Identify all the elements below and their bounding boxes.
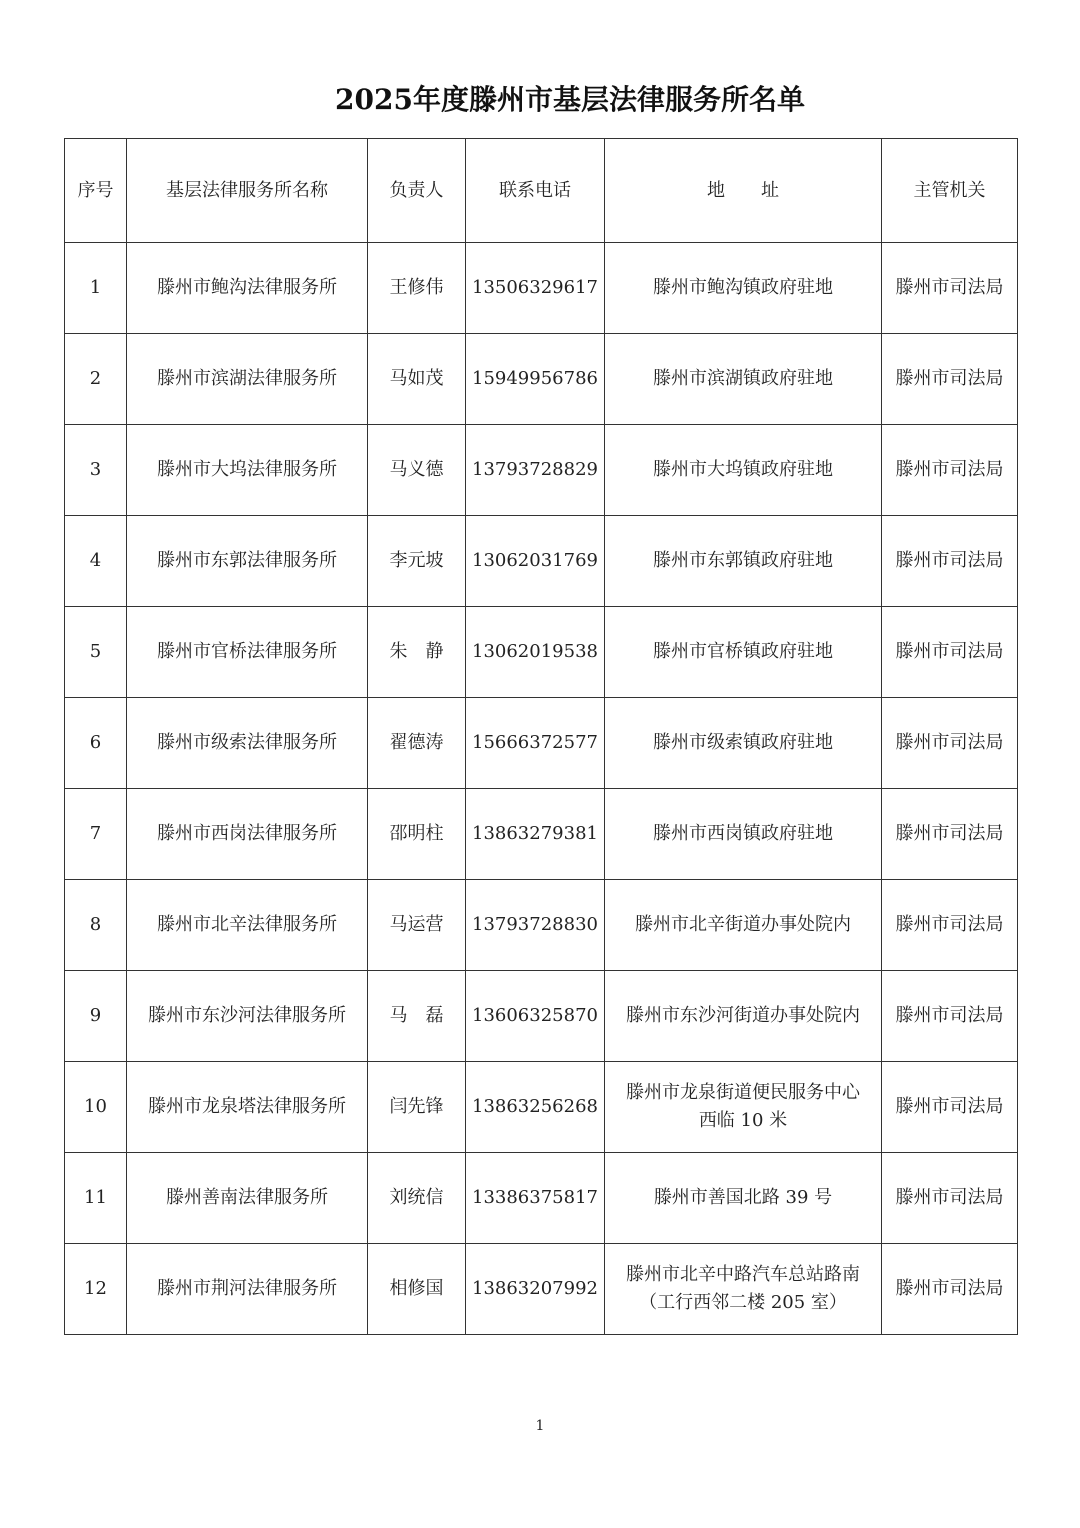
cell-no: 5 xyxy=(65,607,127,698)
cell-authority: 滕州市司法局 xyxy=(882,789,1018,880)
address-line: 滕州市滨湖镇政府驻地 xyxy=(653,368,833,389)
table-header-row xyxy=(65,139,1018,243)
table-row xyxy=(65,243,1018,334)
cell-address xyxy=(605,243,882,334)
address-line: 滕州市北辛中路汽车总站路南 xyxy=(626,1264,860,1285)
table-row xyxy=(65,1062,1018,1153)
cell-name: 滕州市滨湖法律服务所 xyxy=(127,334,368,425)
header-authority: 主管机关 xyxy=(882,139,1018,243)
cell-name: 滕州市荆河法律服务所 xyxy=(127,1244,368,1335)
cell-phone: 13863256268 xyxy=(466,1062,605,1153)
cell-name: 滕州市西岗法律服务所 xyxy=(127,789,368,880)
table-row xyxy=(65,607,1018,698)
cell-phone: 13506329617 xyxy=(466,243,605,334)
cell-address xyxy=(605,880,882,971)
cell-address xyxy=(605,1062,882,1153)
table-row xyxy=(65,698,1018,789)
cell-authority: 滕州市司法局 xyxy=(882,1244,1018,1335)
cell-no: 11 xyxy=(65,1153,127,1244)
cell-name: 滕州市大坞法律服务所 xyxy=(127,425,368,516)
cell-name: 滕州市鲍沟法律服务所 xyxy=(127,243,368,334)
address-line: 滕州市级索镇政府驻地 xyxy=(653,732,833,753)
cell-name: 滕州市龙泉塔法律服务所 xyxy=(127,1062,368,1153)
cell-no: 8 xyxy=(65,880,127,971)
cell-address xyxy=(605,971,882,1062)
address-line: （工行西邻二楼 205 室） xyxy=(639,1292,847,1313)
cell-no: 12 xyxy=(65,1244,127,1335)
cell-name: 滕州市官桥法律服务所 xyxy=(127,607,368,698)
cell-no: 4 xyxy=(65,516,127,607)
cell-head: 刘统信 xyxy=(368,1153,466,1244)
header-no: 序号 xyxy=(65,139,127,243)
cell-phone: 13793728829 xyxy=(466,425,605,516)
header-head: 负责人 xyxy=(368,139,466,243)
table-row xyxy=(65,1153,1018,1244)
cell-phone: 13793728830 xyxy=(466,880,605,971)
cell-address xyxy=(605,425,882,516)
header-address: 地 址 xyxy=(605,139,882,243)
cell-address xyxy=(605,607,882,698)
address-line: 滕州市善国北路 39 号 xyxy=(653,1187,833,1208)
table-row xyxy=(65,1244,1018,1335)
cell-authority: 滕州市司法局 xyxy=(882,698,1018,789)
cell-head: 朱 静 xyxy=(368,607,466,698)
cell-head: 相修国 xyxy=(368,1244,466,1335)
cell-head: 翟德涛 xyxy=(368,698,466,789)
cell-head: 马义德 xyxy=(368,425,466,516)
address-line: 滕州市鲍沟镇政府驻地 xyxy=(653,277,833,298)
cell-head: 李元坡 xyxy=(368,516,466,607)
cell-head: 马运营 xyxy=(368,880,466,971)
header-name: 基层法律服务所名称 xyxy=(127,139,368,243)
document-title: 2025年度滕州市基层法律服务所名单 xyxy=(335,83,805,116)
cell-authority: 滕州市司法局 xyxy=(882,425,1018,516)
table-row xyxy=(65,880,1018,971)
cell-no: 2 xyxy=(65,334,127,425)
cell-authority: 滕州市司法局 xyxy=(882,516,1018,607)
cell-head: 马如茂 xyxy=(368,334,466,425)
cell-phone: 13062031769 xyxy=(466,516,605,607)
address-line: 滕州市东沙河街道办事处院内 xyxy=(626,1005,860,1026)
cell-name: 滕州市北辛法律服务所 xyxy=(127,880,368,971)
address-line: 滕州市东郭镇政府驻地 xyxy=(653,550,833,571)
address-line: 滕州市西岗镇政府驻地 xyxy=(653,823,833,844)
cell-authority: 滕州市司法局 xyxy=(882,334,1018,425)
cell-no: 7 xyxy=(65,789,127,880)
cell-authority: 滕州市司法局 xyxy=(882,607,1018,698)
cell-address xyxy=(605,1153,882,1244)
cell-authority: 滕州市司法局 xyxy=(882,243,1018,334)
address-line: 滕州市大坞镇政府驻地 xyxy=(653,459,833,480)
page-number: 1 xyxy=(535,1418,545,1434)
cell-no: 9 xyxy=(65,971,127,1062)
cell-authority: 滕州市司法局 xyxy=(882,880,1018,971)
address-line: 滕州市北辛街道办事处院内 xyxy=(635,914,851,935)
cell-authority: 滕州市司法局 xyxy=(882,1062,1018,1153)
cell-no: 1 xyxy=(65,243,127,334)
address-line: 西临 10 米 xyxy=(698,1110,788,1131)
cell-no: 6 xyxy=(65,698,127,789)
cell-head: 马 磊 xyxy=(368,971,466,1062)
cell-name: 滕州市级索法律服务所 xyxy=(127,698,368,789)
cell-phone: 13863207992 xyxy=(466,1244,605,1335)
cell-authority: 滕州市司法局 xyxy=(882,1153,1018,1244)
cell-head: 闫先锋 xyxy=(368,1062,466,1153)
cell-head: 王修伟 xyxy=(368,243,466,334)
table-row xyxy=(65,789,1018,880)
table-row xyxy=(65,334,1018,425)
table-row xyxy=(65,516,1018,607)
cell-phone: 15666372577 xyxy=(466,698,605,789)
cell-name: 滕州市东郭法律服务所 xyxy=(127,516,368,607)
cell-phone: 13386375817 xyxy=(466,1153,605,1244)
cell-name: 滕州善南法律服务所 xyxy=(127,1153,368,1244)
cell-phone: 13062019538 xyxy=(466,607,605,698)
header-phone: 联系电话 xyxy=(466,139,605,243)
cell-no: 10 xyxy=(65,1062,127,1153)
cell-head: 邵明柱 xyxy=(368,789,466,880)
law-office-table xyxy=(64,138,1018,1335)
address-line: 滕州市官桥镇政府驻地 xyxy=(653,641,833,662)
table-row xyxy=(65,971,1018,1062)
cell-address xyxy=(605,698,882,789)
cell-address xyxy=(605,334,882,425)
cell-address xyxy=(605,516,882,607)
table-row xyxy=(65,425,1018,516)
cell-address xyxy=(605,1244,882,1335)
cell-phone: 15949956786 xyxy=(466,334,605,425)
cell-phone: 13606325870 xyxy=(466,971,605,1062)
address-line: 滕州市龙泉街道便民服务中心 xyxy=(626,1082,860,1103)
cell-no: 3 xyxy=(65,425,127,516)
cell-name: 滕州市东沙河法律服务所 xyxy=(127,971,368,1062)
cell-phone: 13863279381 xyxy=(466,789,605,880)
cell-address xyxy=(605,789,882,880)
cell-authority: 滕州市司法局 xyxy=(882,971,1018,1062)
